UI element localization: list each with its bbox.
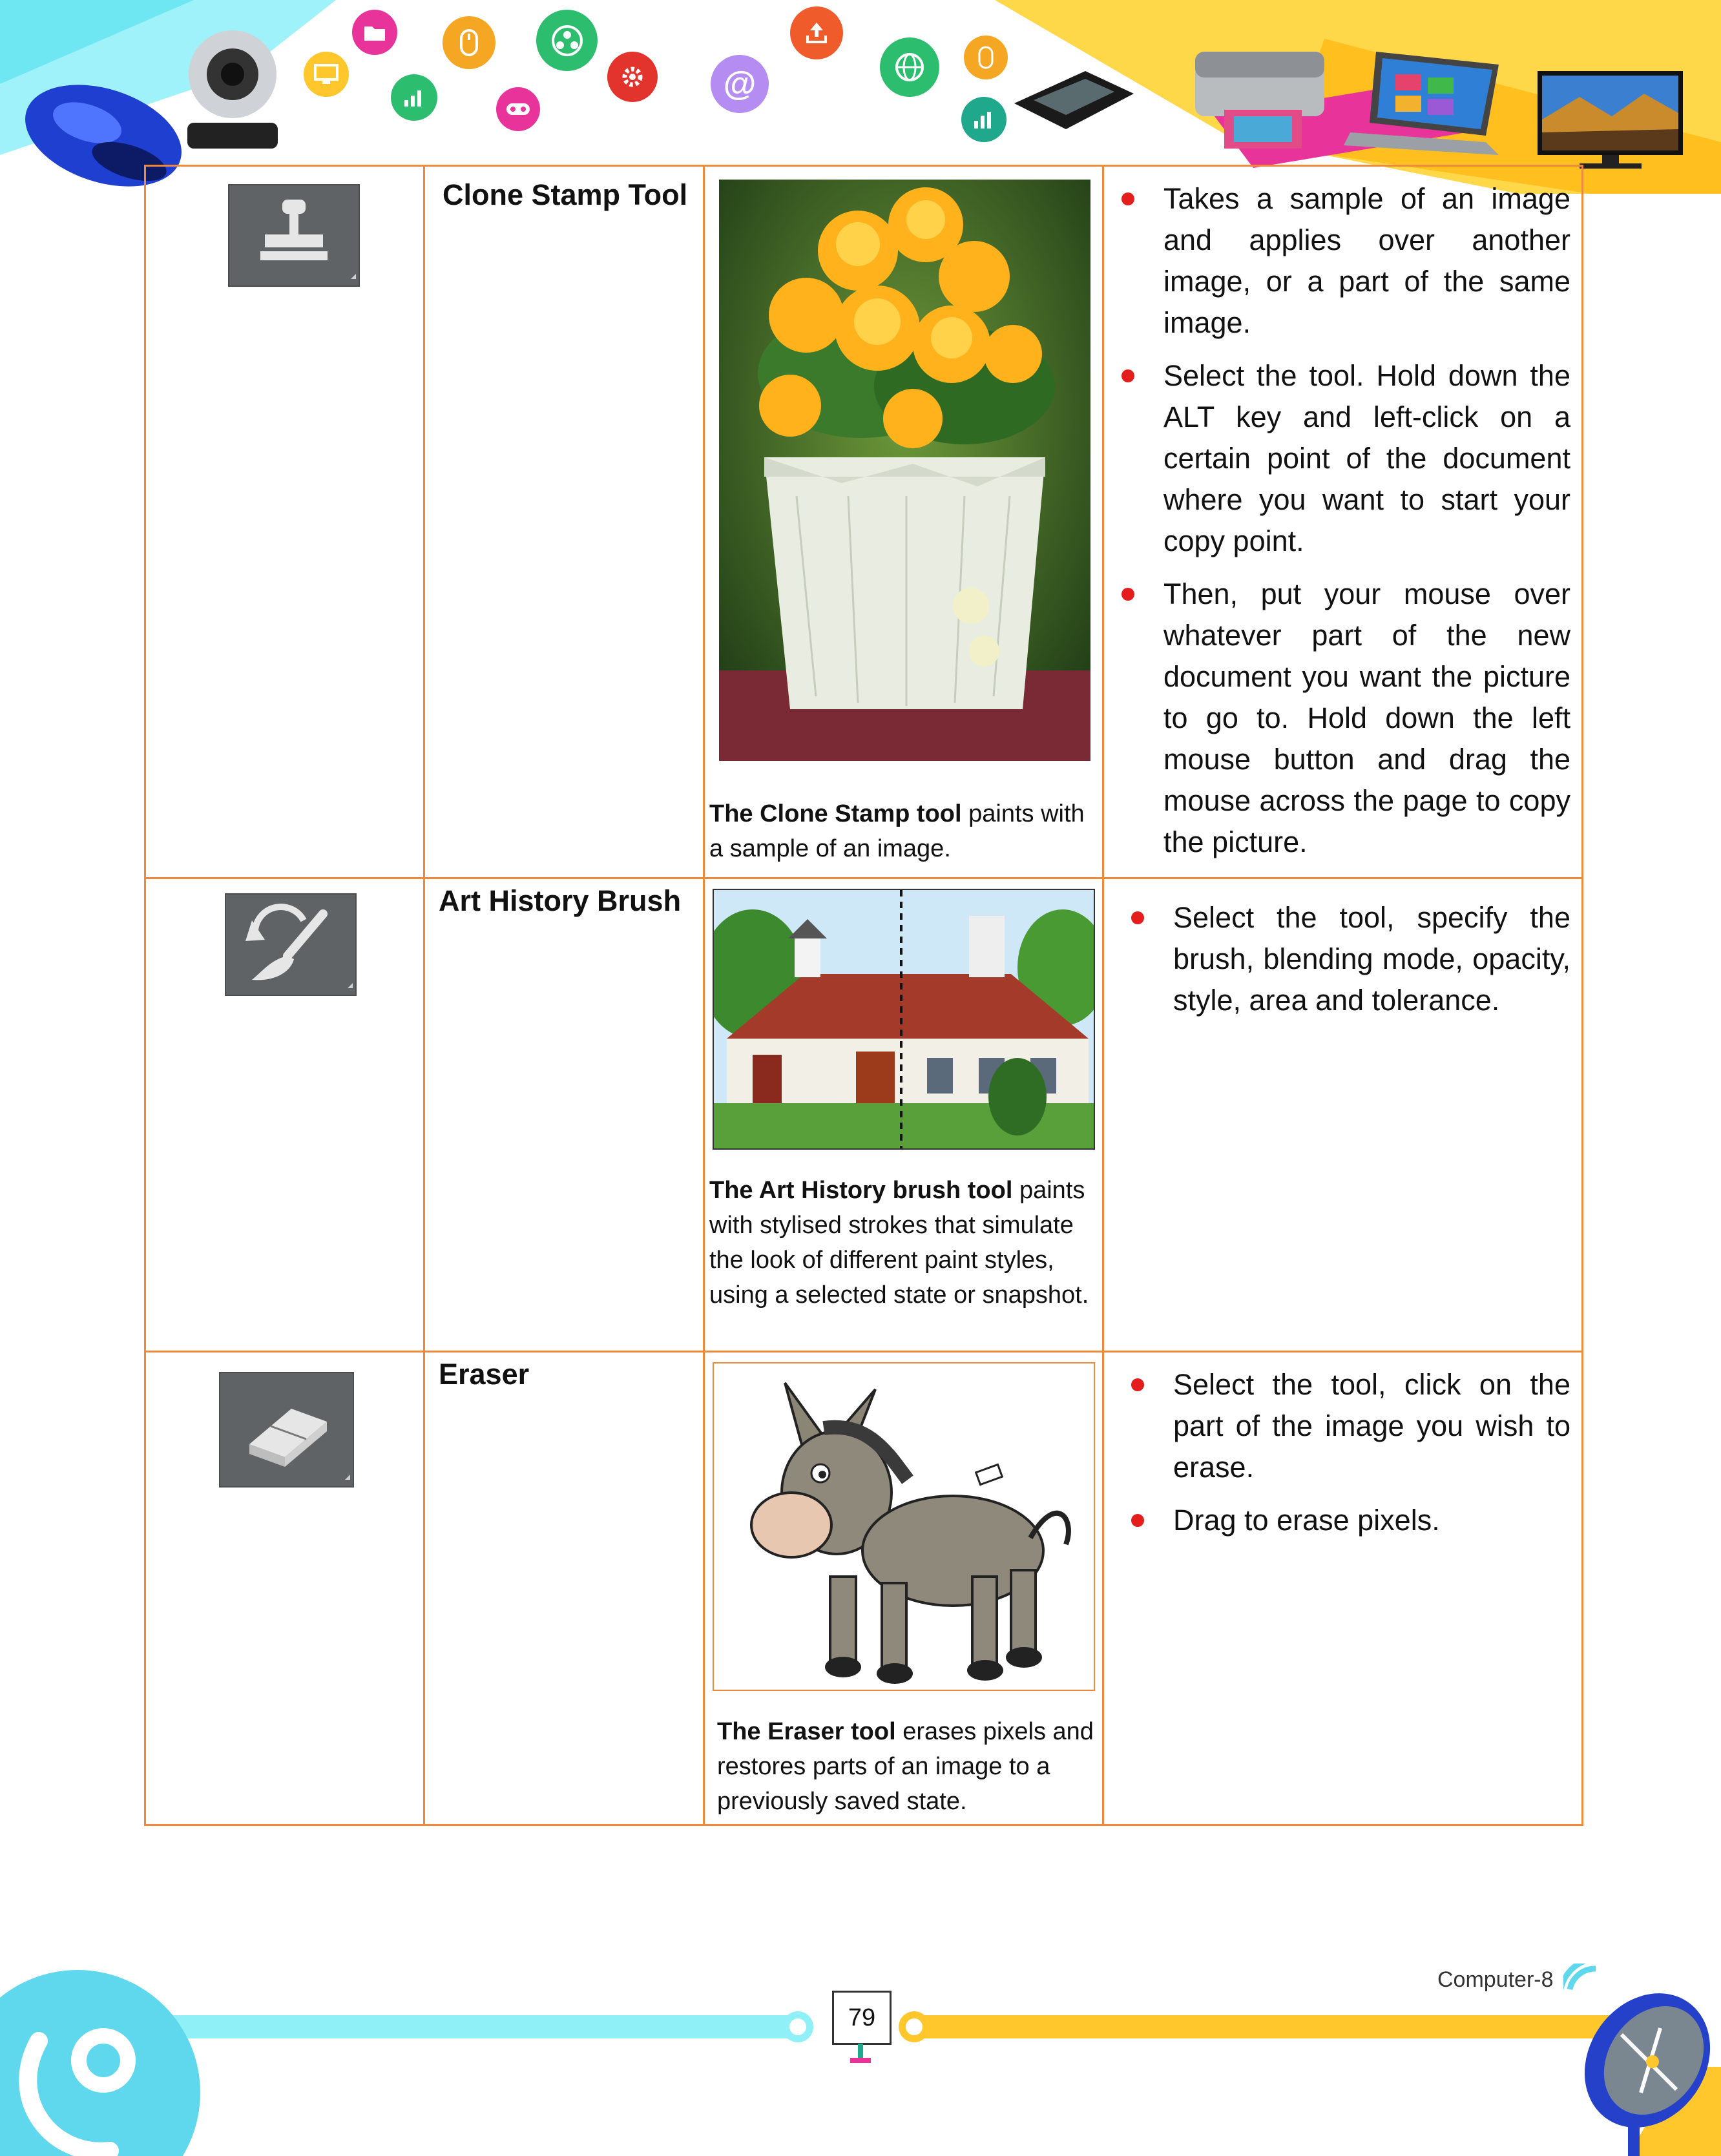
stats-icon xyxy=(961,97,1007,142)
gear-icon xyxy=(607,52,658,102)
webcam-icon xyxy=(168,26,297,155)
folder-icon xyxy=(352,10,397,55)
tool-name: Eraser xyxy=(439,1358,530,1391)
table-row xyxy=(146,167,1581,877)
flower-vase-image xyxy=(719,180,1090,761)
monitor-icon xyxy=(304,52,349,97)
at-icon: @ xyxy=(711,55,769,113)
clone-stamp-icon xyxy=(228,184,360,287)
bullet-item: Select the tool. Hold down the ALT key and left-click on a certain point of the document where you want to start your copy point. xyxy=(1115,355,1570,562)
gamepad-icon xyxy=(496,87,540,131)
chart-icon xyxy=(391,74,437,121)
scanner-icon xyxy=(1008,65,1137,136)
tools-table xyxy=(144,165,1583,1826)
tool-name: Clone Stamp Tool xyxy=(443,178,688,211)
landscape-monitor-icon xyxy=(1534,68,1689,178)
table-row xyxy=(146,877,1581,1351)
bullet-item: Select the tool, specify the brush, blending mode, opacity, style, area and tolerance. xyxy=(1125,897,1570,1021)
page-footer xyxy=(0,1964,1721,2156)
book-label: Computer-8 xyxy=(1437,1967,1554,1992)
donkey-image xyxy=(713,1362,1095,1691)
eraser-icon xyxy=(219,1372,354,1487)
page-number: 79 xyxy=(832,1991,892,2045)
printer-icon xyxy=(1189,39,1337,155)
description-bullets xyxy=(1125,1364,1570,1553)
laptop-icon xyxy=(1337,45,1512,168)
upload-icon xyxy=(790,6,843,59)
description-bullets xyxy=(1125,897,1570,1033)
globe-icon xyxy=(880,37,939,97)
mouse-small-icon xyxy=(443,16,495,69)
house-image xyxy=(713,889,1095,1150)
mouse-small-icon xyxy=(964,36,1008,79)
monitor-stand-icon xyxy=(846,2042,875,2068)
network-icon xyxy=(536,10,598,71)
tool-name: Art History Brush xyxy=(439,884,682,917)
image-caption: The Art History brush tool paints with stylised strokes that simulate the look of different paint styles, using a selected state or snapshot. xyxy=(709,1177,1089,1309)
image-caption: The Clone Stamp tool paints with a sample of an image. xyxy=(709,800,1085,862)
bullet-item: Takes a sample of an image and applies over another image, or a part of the same image. xyxy=(1115,178,1570,344)
bullet-item: Select the tool, click on the part of the image you wish to erase. xyxy=(1125,1364,1570,1488)
art-history-brush-icon xyxy=(225,893,357,996)
bullet-item: Drag to erase pixels. xyxy=(1125,1500,1570,1541)
satellite-dish-icon xyxy=(1563,1964,1721,2156)
image-caption: The Eraser tool erases pixels and restores parts of an image to a previously saved state. xyxy=(717,1718,1094,1815)
description-bullets xyxy=(1115,178,1570,875)
bullet-item: Then, put your mouse over whatever part of the new document you want the picture to go to. Hold down the left mouse button and drag the mouse across the page to copy the picture. xyxy=(1115,574,1570,863)
table-row xyxy=(146,1351,1581,1824)
